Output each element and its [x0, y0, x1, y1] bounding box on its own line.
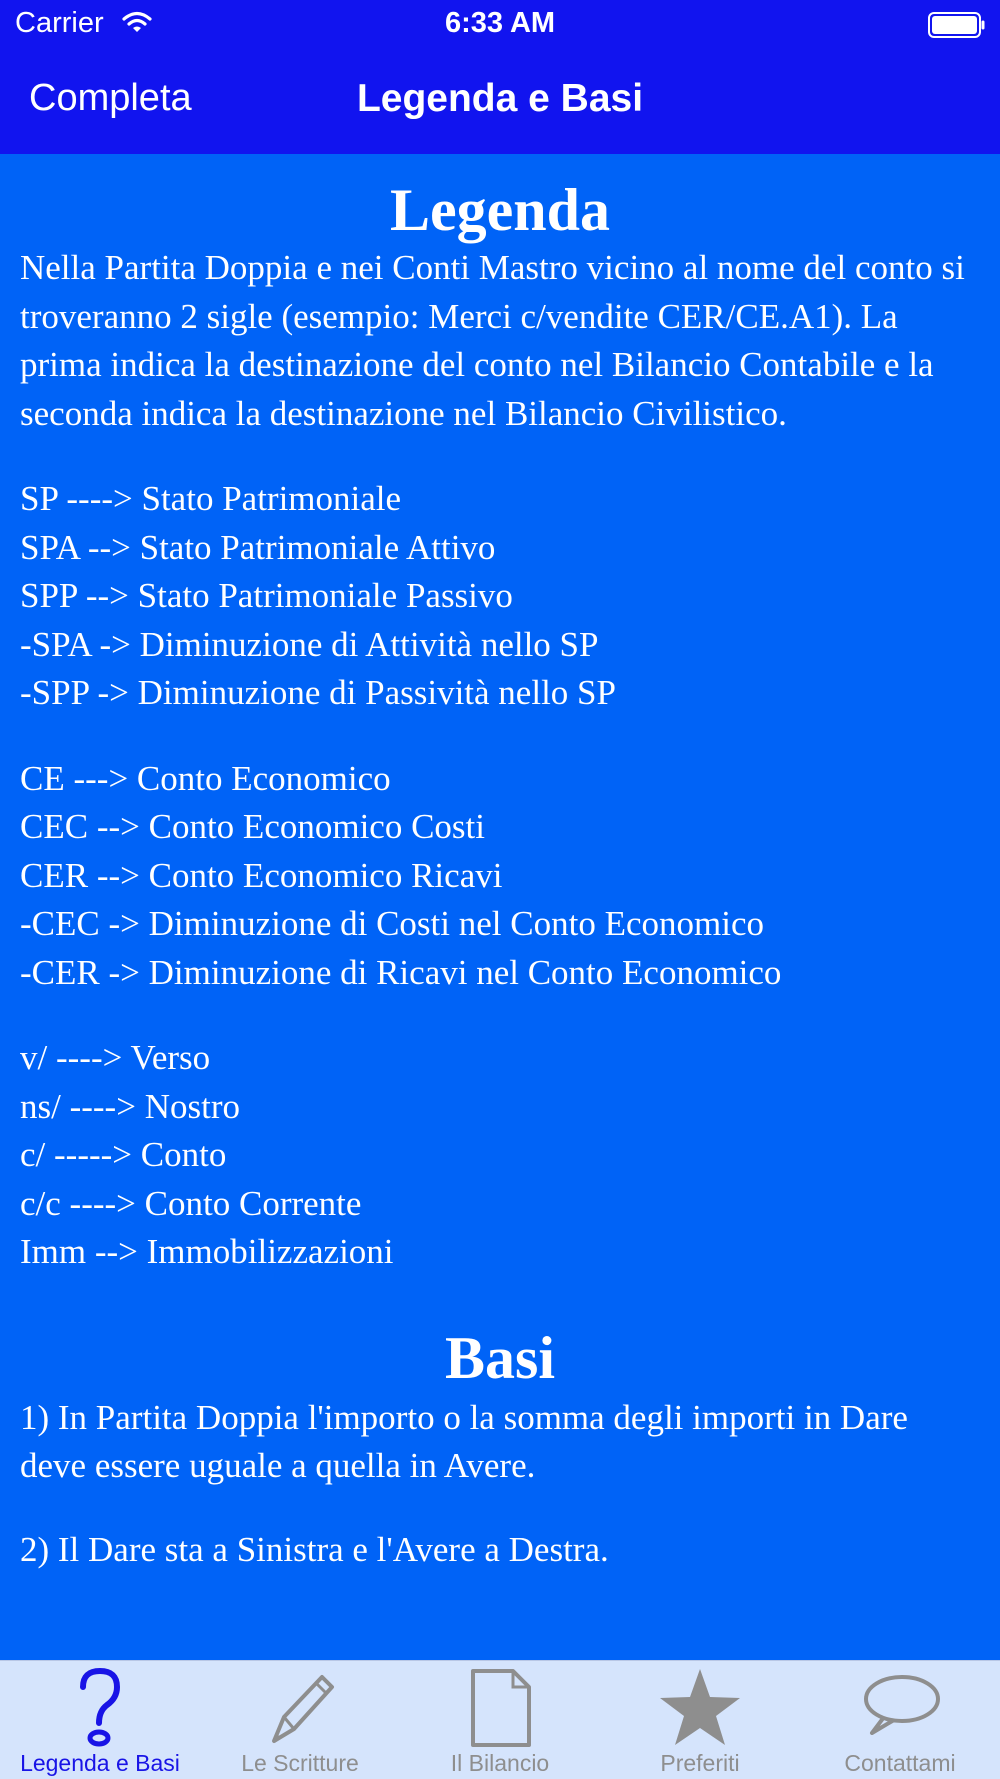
legend-line: SPP --> Stato Patrimoniale Passivo: [20, 576, 513, 615]
basi-heading: Basi: [444, 1324, 556, 1391]
clock: 6:33 AM: [444, 7, 556, 39]
legend-line: -CER -> Diminuzione di Ricavi nel Conto Economico: [20, 952, 782, 992]
page-title: Legenda e Basi: [356, 77, 644, 120]
tab-preferiti[interactable]: [600, 1661, 800, 1779]
legend-line: CE ---> Conto Economico: [20, 758, 391, 798]
basi-rule-2: 2) Il Dare sta a Sinistra e l'Avere a Destra.: [20, 1529, 609, 1569]
pencil-icon: [260, 1667, 340, 1754]
legend-line: SP ----> Stato Patrimoniale: [20, 479, 402, 518]
legend-line: Imm --> Immobilizzazioni: [20, 1232, 394, 1271]
speech-bubble-icon: [858, 1667, 942, 1754]
question-mark-icon: [75, 1667, 125, 1754]
carrier-label: Carrier: [15, 7, 104, 39]
legend-line: ns/ ----> Nostro: [20, 1086, 240, 1126]
completa-button[interactable]: Completa: [29, 77, 192, 119]
tab-le-scritture[interactable]: [200, 1661, 400, 1779]
tab-label: Le Scritture: [241, 1750, 359, 1776]
legenda-heading: Legenda: [389, 177, 611, 243]
tab-bar: [0, 1660, 1000, 1779]
tab-label: Preferiti: [660, 1750, 740, 1776]
legend-line: -SPP -> Diminuzione di Passività nello SP: [20, 673, 616, 712]
basi-rule-1: 1) In Partita Doppia l'importo o la somma degli importi in Dare deve essere uguale a quella in Avere.: [20, 1397, 908, 1485]
legend-content[interactable]: [20, 154, 980, 1660]
legend-line: -SPA -> Diminuzione di Attività nello SP: [20, 624, 599, 664]
tab-il-bilancio[interactable]: [400, 1661, 600, 1779]
document-icon: [465, 1667, 535, 1754]
navigation-bar: [0, 50, 1000, 154]
tab-label: Legenda e Basi: [20, 1750, 180, 1776]
tab-contattami[interactable]: [800, 1661, 1000, 1779]
battery-icon: [928, 12, 986, 46]
status-bar: [0, 0, 1000, 50]
legend-line: CEC --> Conto Economico Costi: [20, 807, 485, 846]
tab-legenda-e-basi[interactable]: [0, 1661, 200, 1779]
intro-paragraph: Nella Partita Doppia e nei Conti Mastro vicino al nome del conto si troveranno 2 sigle (esempio: Merci c/vendite CER/CE.A1). La prima indica la destinazione del conto nel Bilancio Contabile e la seconda indica la destinazione nel Bilancio Civilistico.: [20, 248, 965, 433]
abbreviations-block: [20, 1034, 980, 1277]
tab-label: Il Bilancio: [450, 1750, 550, 1776]
legend-line: SPA --> Stato Patrimoniale Attivo: [20, 527, 496, 567]
ce-legend-block: [20, 755, 980, 998]
legend-line: CER --> Conto Economico Ricavi: [20, 855, 503, 895]
legend-line: -CEC -> Diminuzione di Costi nel Conto Economico: [20, 904, 764, 943]
legend-line: v/ ----> Verso: [20, 1038, 211, 1077]
legend-line: c/ -----> Conto: [20, 1135, 227, 1174]
sp-legend-block: [20, 475, 980, 718]
star-icon: [658, 1667, 742, 1754]
tab-label: Contattami: [844, 1750, 956, 1776]
legend-line: c/c ----> Conto Corrente: [20, 1183, 362, 1223]
